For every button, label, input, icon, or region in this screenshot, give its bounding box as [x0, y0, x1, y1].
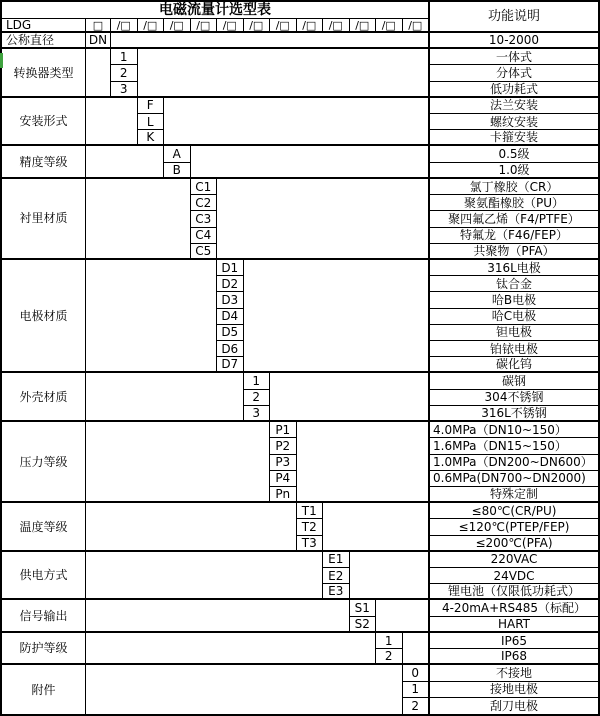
code-cell: L	[138, 114, 165, 130]
code-cell: S1	[350, 600, 377, 616]
model-slot: /□	[191, 19, 218, 33]
code-cell: E3	[323, 584, 350, 600]
desc-cell: 1.0MPa（DN200~DN600）	[429, 455, 598, 471]
code-cell: D4	[217, 309, 244, 325]
section-5-label: 电极材质	[2, 260, 86, 374]
desc-cell: 304不锈钢	[429, 390, 598, 406]
desc-cell: 220VAC	[429, 552, 598, 568]
code-cell: B	[164, 163, 191, 179]
desc-cell: ≤120℃(PTEP/FEP)	[429, 519, 598, 535]
function-column-header: 功能说明	[429, 2, 598, 33]
desc-cell: 一体式	[429, 49, 598, 65]
desc-cell: 低功耗式	[429, 82, 598, 98]
desc-cell: 316L电极	[429, 260, 598, 276]
desc-cell: 哈B电极	[429, 292, 598, 308]
code-cell: 2	[111, 65, 138, 81]
desc-cell: 氯丁橡胶（CR）	[429, 179, 598, 195]
code-cell: D7	[217, 357, 244, 373]
desc-cell: 0.6MPa(DN700~DN2000)	[429, 471, 598, 487]
model-slot: /□	[270, 19, 297, 33]
section-12-label: 附件	[2, 665, 86, 714]
desc-cell: 4-20mA+RS485（标配）	[429, 600, 598, 616]
code-cell: E2	[323, 568, 350, 584]
code-cell: D2	[217, 276, 244, 292]
green-edge-artifact	[0, 53, 3, 68]
desc-cell: 锂电池（仅限低功耗式）	[429, 584, 598, 600]
section-3-label: 精度等级	[2, 146, 86, 178]
code-cell: C1	[191, 179, 218, 195]
code-cell: A	[164, 146, 191, 162]
code-cell: 3	[244, 406, 271, 422]
desc-cell: 0.5级	[429, 146, 598, 162]
code-cell: 1	[244, 373, 271, 389]
diameter-code: DN	[86, 33, 111, 49]
section-11-label: 防护等级	[2, 633, 86, 665]
code-cell: K	[138, 130, 165, 146]
code-cell: 2	[244, 390, 271, 406]
section-1-label: 转换器类型	[2, 49, 86, 98]
desc-cell: 4.0MPa（DN10~150）	[429, 422, 598, 438]
section-11-left-spacer	[86, 633, 376, 665]
desc-cell: 法兰安装	[429, 98, 598, 114]
desc-cell: 碳化钨	[429, 357, 598, 373]
model-slot: /□	[217, 19, 244, 33]
desc-cell: 特氟龙（F46/FEP）	[429, 228, 598, 244]
desc-cell: 卡箍安装	[429, 130, 598, 146]
section-4-left-spacer	[86, 179, 191, 260]
desc-cell: 316L不锈钢	[429, 406, 598, 422]
desc-cell: 24VDC	[429, 568, 598, 584]
code-cell: 0	[403, 665, 430, 681]
section-3-right-spacer	[191, 146, 430, 178]
desc-cell: IP68	[429, 649, 598, 665]
section-8-left-spacer	[86, 503, 297, 552]
model-slot: /□	[297, 19, 324, 33]
section-7-left-spacer	[86, 422, 270, 503]
model-prefix: LDG	[2, 19, 86, 33]
model-slot: /□	[350, 19, 377, 33]
section-5-left-spacer	[86, 260, 217, 374]
model-slot: /□	[403, 19, 430, 33]
desc-cell: 螺纹安装	[429, 114, 598, 130]
code-cell: 2	[403, 698, 430, 714]
desc-cell: 分体式	[429, 65, 598, 81]
code-cell: P2	[270, 438, 297, 454]
desc-cell: HART	[429, 617, 598, 633]
section-2-right-spacer	[164, 98, 429, 147]
desc-cell: 铂铱电极	[429, 341, 598, 357]
desc-cell: 哈C电极	[429, 309, 598, 325]
code-cell: S2	[350, 617, 377, 633]
desc-cell: 接地电极	[429, 682, 598, 698]
code-cell: 1	[403, 682, 430, 698]
section-4-right-spacer	[217, 179, 429, 260]
code-cell: 1	[111, 49, 138, 65]
code-cell: P4	[270, 471, 297, 487]
table-title: 电磁流量计选型表	[2, 2, 429, 19]
model-box: □	[86, 19, 111, 33]
code-cell: D5	[217, 325, 244, 341]
desc-cell: 特殊定制	[429, 487, 598, 503]
diameter-desc: 10-2000	[429, 33, 598, 49]
model-slot: /□	[323, 19, 350, 33]
desc-cell: 刮刀电极	[429, 698, 598, 714]
section-10-label: 信号输出	[2, 600, 86, 632]
desc-cell: 不接地	[429, 665, 598, 681]
model-slot: /□	[244, 19, 271, 33]
section-9-label: 供电方式	[2, 552, 86, 601]
section-3-left-spacer	[86, 146, 164, 178]
desc-cell: 碳钢	[429, 373, 598, 389]
desc-cell: 聚氨酯橡胶（PU）	[429, 195, 598, 211]
code-cell: D3	[217, 292, 244, 308]
section-11-right-spacer	[403, 633, 430, 665]
section-10-right-spacer	[376, 600, 429, 632]
section-4-label: 衬里材质	[2, 179, 86, 260]
section-2-label: 安装形式	[2, 98, 86, 147]
section-6-label: 外壳材质	[2, 373, 86, 422]
desc-cell: IP65	[429, 633, 598, 649]
section-10-left-spacer	[86, 600, 350, 632]
code-cell: 2	[376, 649, 403, 665]
code-cell: C4	[191, 228, 218, 244]
desc-cell: 钛合金	[429, 276, 598, 292]
code-cell: T2	[297, 519, 324, 535]
section-8-label: 温度等级	[2, 503, 86, 552]
section-9-right-spacer	[350, 552, 430, 601]
desc-cell: 聚四氟乙烯（F4/PTFE）	[429, 211, 598, 227]
section-9-left-spacer	[86, 552, 323, 601]
diameter-label: 公称直径	[2, 33, 86, 49]
section-8-right-spacer	[323, 503, 429, 552]
section-6-left-spacer	[86, 373, 244, 422]
section-7-right-spacer	[297, 422, 430, 503]
code-cell: 3	[111, 82, 138, 98]
code-cell: E1	[323, 552, 350, 568]
model-slot: /□	[138, 19, 165, 33]
section-7-label: 压力等级	[2, 422, 86, 503]
desc-cell: 1.6MPa（DN15~150）	[429, 438, 598, 454]
section-1-left-spacer	[86, 49, 111, 98]
code-cell: P1	[270, 422, 297, 438]
code-cell: T3	[297, 536, 324, 552]
code-cell: C5	[191, 244, 218, 260]
section-1-right-spacer	[138, 49, 430, 98]
code-cell: 1	[376, 633, 403, 649]
code-cell: F	[138, 98, 165, 114]
desc-cell: 1.0级	[429, 163, 598, 179]
section-5-right-spacer	[244, 260, 430, 374]
desc-cell: 共聚物（PFA）	[429, 244, 598, 260]
code-cell: D6	[217, 341, 244, 357]
code-cell: Pn	[270, 487, 297, 503]
code-cell: P3	[270, 455, 297, 471]
section-6-right-spacer	[270, 373, 429, 422]
model-slot: /□	[111, 19, 138, 33]
diameter-spacer	[111, 33, 429, 49]
desc-cell: ≤80℃(CR/PU)	[429, 503, 598, 519]
model-slot: /□	[164, 19, 191, 33]
code-cell: D1	[217, 260, 244, 276]
code-cell: C3	[191, 211, 218, 227]
desc-cell: ≤200℃(PFA)	[429, 536, 598, 552]
code-cell: C2	[191, 195, 218, 211]
section-12-left-spacer	[86, 665, 403, 714]
desc-cell: 钽电极	[429, 325, 598, 341]
code-cell: T1	[297, 503, 324, 519]
model-slot: /□	[376, 19, 403, 33]
section-2-left-spacer	[86, 98, 138, 147]
